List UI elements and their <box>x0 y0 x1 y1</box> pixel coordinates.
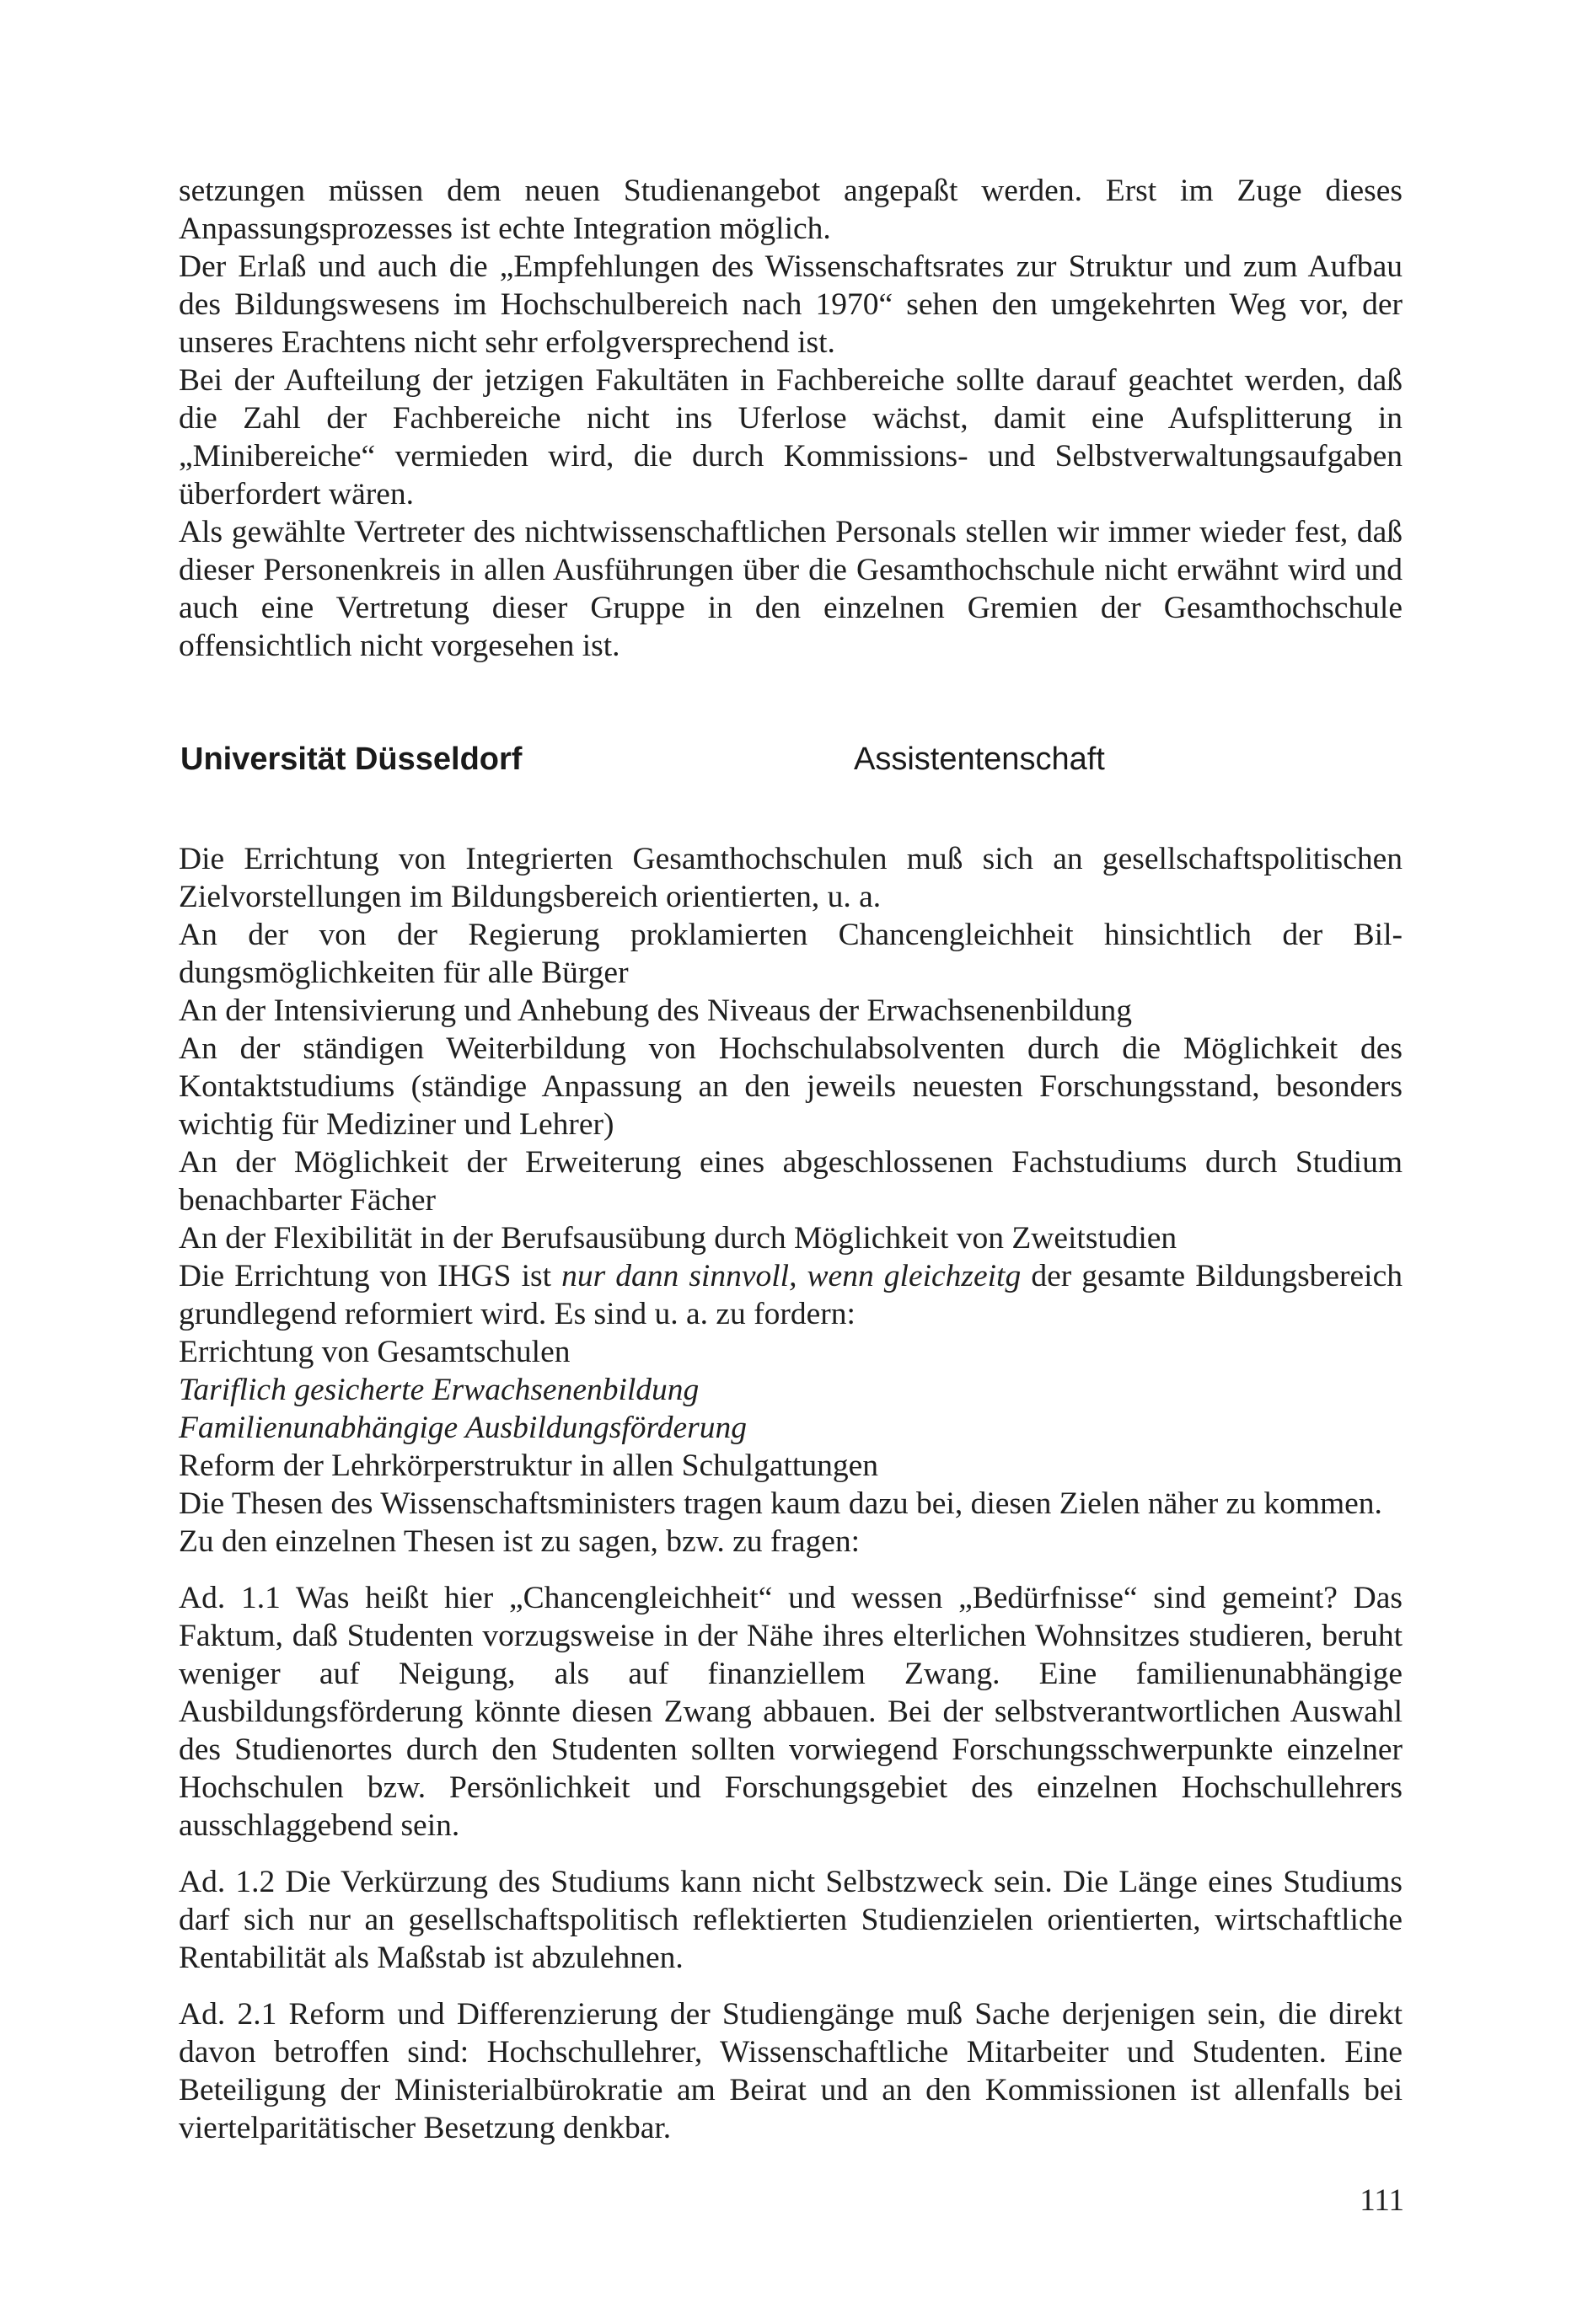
main-text-block <box>179 840 1403 2147</box>
paragraph: Der Erlaß und auch die „Empfehlungen des Wissenschaftsrates zur Struktur und zum Aufbau des Bildungswesens im Hochschulbereich nach 1970“ sehen den umgekehrten Weg vor, der unseres Erachtens nicht sehr erfolgversprechend ist. <box>179 249 1403 360</box>
paragraph: setzungen müssen dem neuen Studienangebot angepaßt werden. Erst im Zuge dieses Anpassungsprozesses ist echte Integration möglich. <box>179 174 1403 246</box>
paragraph: Die Thesen des Wissenschaftsministers tragen kaum dazu bei, diesen Zielen näher zu kommen. <box>179 1486 1382 1521</box>
thesis-paragraph: Ad. 1.1 Was heißt hier „Chancengleichheit“ und wessen „Bedürfnisse“ sind gemeint? Das Faktum, daß Studenten vorzugsweise in der Nähe ihres elterlichen Wohnsitzes studieren, beruht weniger auf Neigung, als auf finanziellem Zwang. Eine familienunabhängige Ausbildungsförderung könnte diesen Zwang abbauen. Bei der selbstverantwortlichen Auswahl des Studienortes durch den Studenten sollten vorwiegend Forschungsschwerpunkte einzelner Hochschulen bzw. Persönlichkeit und Forschungsgebiet des einzelnen Hochschullehrers ausschlaggebend sein. <box>179 1581 1403 1843</box>
list-line: Reform der Lehrkörperstruktur in allen Schulgattungen <box>179 1448 878 1483</box>
paragraph: An der ständigen Weiterbildung von Hochschulabsolventen durch die Möglichkeit des Kontaktstudiums (ständige Anpassung an den jeweils neuesten Forschungsstand, besonders wichtig für Mediziner und Lehrer) <box>179 1031 1403 1142</box>
paragraph: An der Möglichkeit der Erweiterung eines abgeschlossenen Fachstudiums durch Studium benachbarter Fächer <box>179 1145 1403 1218</box>
paragraph: Als gewählte Vertreter des nichtwissenschaftlichen Personals stellen wir immer wieder fest, daß dieser Personenkreis in allen Ausführungen über die Gesamthochschule nicht erwähnt wird und auch eine Vertretung dieser Gruppe in den einzelnen Gremien der Gesamthochschule offensichtlich nicht vorgesehen ist. <box>179 515 1403 663</box>
list-line: Errichtung von Gesamtschulen <box>179 1335 571 1369</box>
list-line-italic: Familienunabhängige Ausbildungsförderung <box>179 1411 747 1445</box>
text-run: der gesamte Bildungsbereich grundlegend reformiert wird. Es sind u. a. zu fordern: <box>179 1259 1403 1331</box>
page-number: 111 <box>1360 2183 1404 2218</box>
section-heading-university: Universität Düsseldorf <box>180 742 523 777</box>
thesis-paragraph: Ad. 1.2 Die Verkürzung des Studiums kann nicht Selbstzweck sein. Die Länge eines Studiums darf sich nur an gesellschaftspolitisch reflektierten Studienzielen orientierten, wirtschaftliche Rentabilität als Maßstab ist abzulehnen. <box>179 1865 1403 1975</box>
paragraph: An der Intensivierung und Anhebung des Niveaus der Erwachsenenbildung <box>179 993 1132 1028</box>
paragraph: Zu den einzelnen Thesen ist zu sagen, bzw. zu fragen: <box>179 1524 861 1559</box>
section-heading-group: Assistentenschaft <box>854 742 1105 777</box>
paragraph <box>179 1257 1403 1333</box>
text-run: Die Errichtung von IHGS ist <box>179 1259 562 1293</box>
paragraph: An der Flexibilität in der Berufsausübung durch Möglichkeit von Zweitstudien <box>179 1221 1177 1256</box>
thesis-paragraph: Ad. 2.1 Reform und Differenzierung der Studiengänge muß Sache derjenigen sein, die direkt davon betroffen sind: Hochschullehrer, Wissenschaftliche Mitarbeiter und Studenten. Eine Beteiligung der Ministerialbürokratie am Beirat und an den Kommissionen ist allenfalls bei viertelparitätischer Besetzung denkbar. <box>179 1997 1403 2145</box>
paragraph: An der von der Regierung proklamierten Chancengleichheit hinsichtlich der Bildungsmöglichkeiten für alle Bürger <box>179 918 1403 990</box>
list-line-italic: Tariflich gesicherte Erwachsenenbildung <box>179 1373 700 1407</box>
italic-emphasis: nur dann sinnvoll, wenn gleichzeitg <box>561 1259 1022 1293</box>
paragraph: Die Errichtung von Integrierten Gesamthochschulen muß sich an gesellschaftspolitischen Zielvorstellungen im Bildungsbereich orientierten, u. a. <box>179 842 1403 914</box>
intro-text-block <box>179 172 1403 665</box>
paragraph: Bei der Aufteilung der jetzigen Fakultäten in Fachbereiche sollte darauf geachtet werden, daß die Zahl der Fachbereiche nicht ins Uferlose wächst, damit eine Aufsplitterung in „Minibereiche“ vermieden wird, die durch Kommissions- und Selbstverwaltungsaufgaben überfordert wären. <box>179 363 1403 511</box>
